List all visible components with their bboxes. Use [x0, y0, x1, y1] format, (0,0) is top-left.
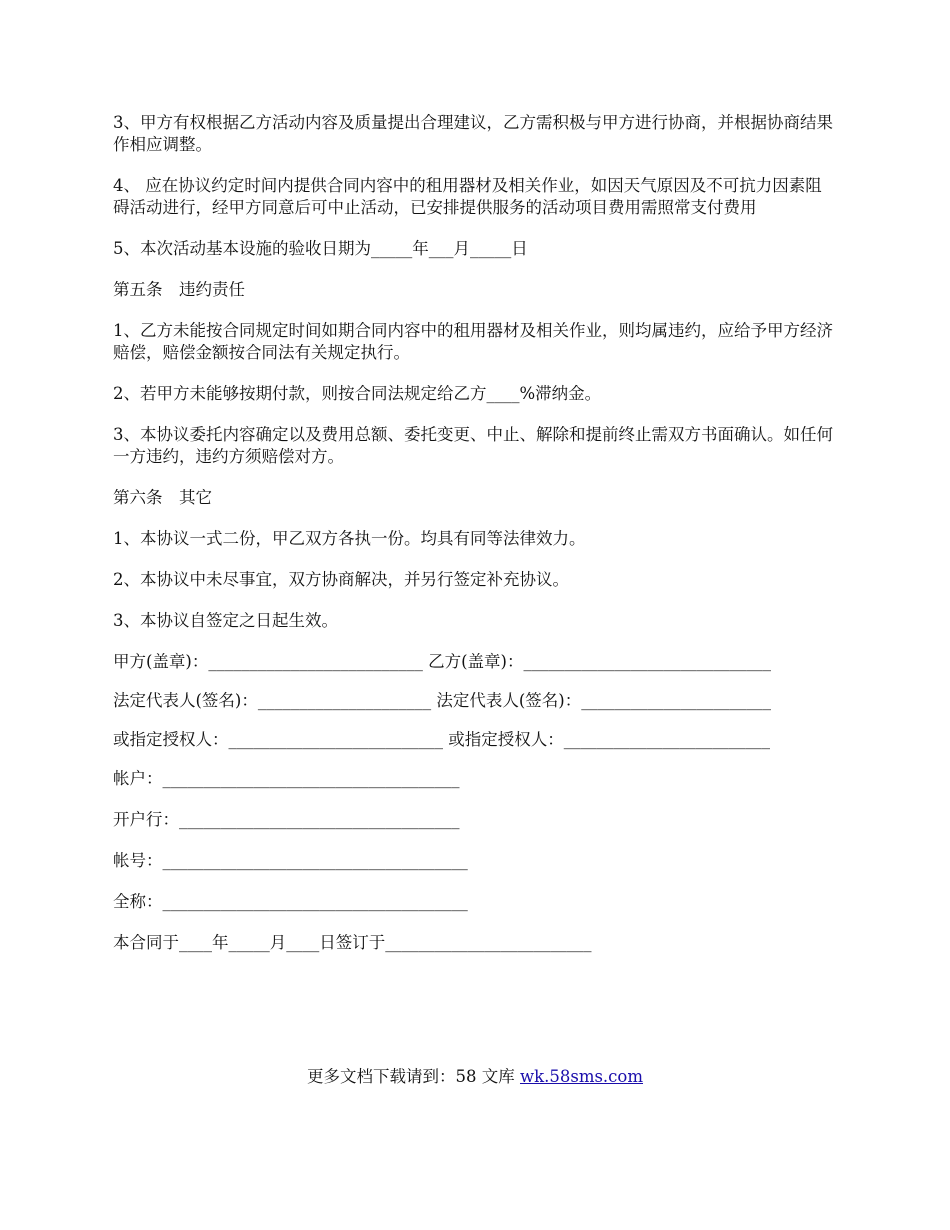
clause-5-para: 5、本次活动基本设施的验收日期为_____年___月_____日 [113, 239, 528, 258]
party-seal-line: 甲方(盖章)：__________________________ 乙方(盖章)：______________________________ [113, 652, 771, 671]
bank-line: 开户行：__________________________________ [113, 810, 460, 829]
authorized-person-line: 或指定授权人：__________________________ 或指定授权人：_________________________ [113, 730, 770, 749]
legal-rep-line: 法定代表人(签名)：_____________________ 法定代表人(签名)：_______________________ [113, 691, 771, 710]
clause-4-para: 4、 应在协议约定时间内提供合同内容中的租用器材及相关作业，如因天气原因及不可抗力因素阻碍活动进行，经甲方同意后可中止活动，已安排提供服务的活动项目费用需照常支付费用 [113, 176, 822, 217]
breach-clause-3: 3、本协议委托内容确定以及费用总额、委托变更、中止、解除和提前终止需双方书面确认。如任何一方违约，违约方须赔偿对方。 [113, 425, 833, 466]
footer [0, 1066, 950, 1088]
section-5-heading: 第五条 违约责任 [113, 280, 245, 299]
other-clause-1: 1、本协议一式二份，甲乙双方各执一份。均具有同等法律效力。 [113, 529, 586, 548]
footer-text: 更多文档下载请到：58 文库 [306, 1067, 520, 1086]
footer-link[interactable]: wk.58sms.com [519, 1067, 643, 1086]
other-clause-2: 2、本协议中未尽事宜，双方协商解决，并另行签定补充协议。 [113, 570, 569, 589]
clause-3-para: 3、甲方有权根据乙方活动内容及质量提出合理建议，乙方需积极与甲方进行协商，并根据协商结果作相应调整。 [113, 113, 833, 154]
breach-clause-1: 1、乙方未能按合同规定时间如期合同内容中的租用器材及相关作业，则均属违约，应给予甲方经济赔偿，赔偿金额按合同法有关规定执行。 [113, 321, 833, 362]
document-body [113, 112, 835, 973]
breach-clause-2: 2、若甲方未能够按期付款，则按合同法规定给乙方____%滞纳金。 [113, 384, 602, 403]
section-6-heading: 第六条 其它 [113, 488, 212, 507]
other-clause-3: 3、本协议自签定之日起生效。 [113, 611, 338, 630]
account-number-line: 帐号：_____________________________________ [113, 851, 468, 870]
signing-date-line: 本合同于____年_____月____日签订于_________________________ [113, 933, 592, 952]
full-name-line: 全称：_____________________________________ [113, 892, 468, 911]
account-line: 帐户：____________________________________ [113, 769, 460, 788]
